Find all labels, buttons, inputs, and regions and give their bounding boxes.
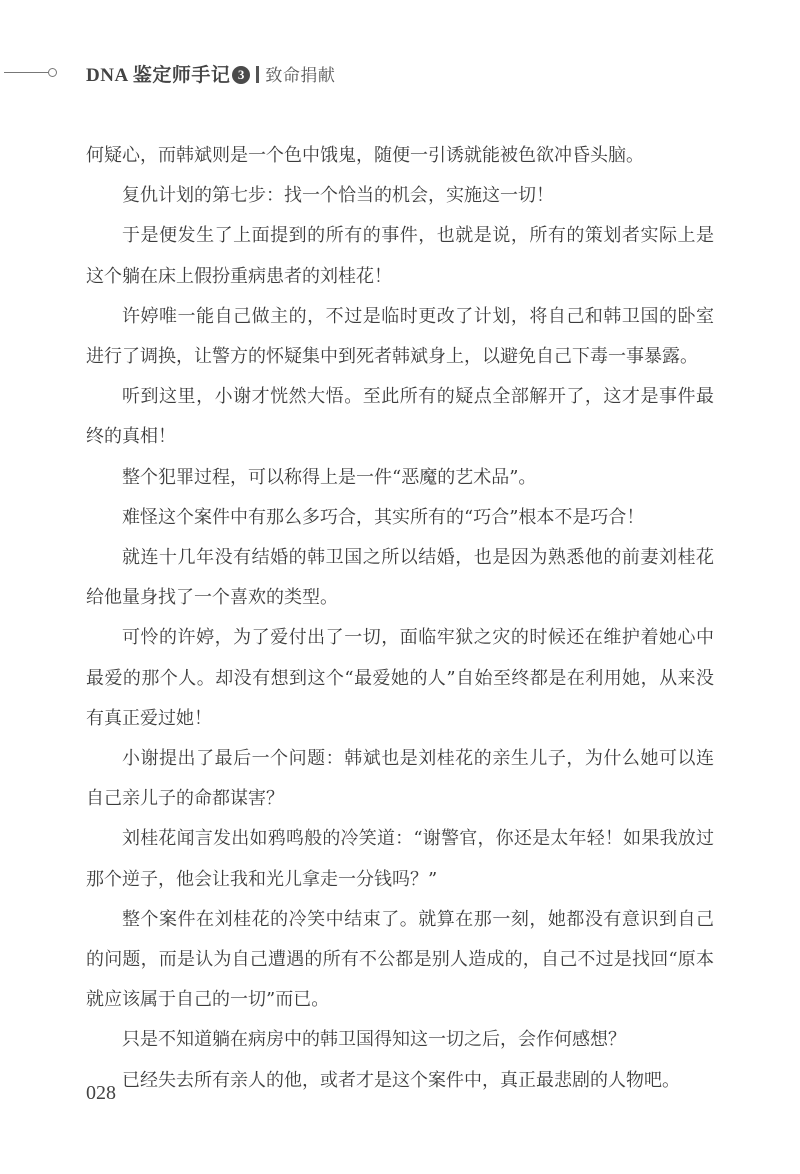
header-circle-ornament [48, 68, 57, 77]
header-title [86, 60, 335, 87]
paragraph: 就连十几年没有结婚的韩卫国之所以结婚，也是因为熟悉他的前妻刘桂花给他量身找了一个喜欢的类型。 [86, 547, 714, 609]
paragraph: 只是不知道躺在病房中的韩卫国得知这一切之后，会作何感想？ [122, 1029, 626, 1051]
paragraph: 整个犯罪过程，可以称得上是一件“恶魔的艺术品”。 [122, 466, 537, 488]
book-subtitle: 致命捐献 [265, 66, 336, 85]
paragraph: 许婷唯一能自己做主的，不过是临时更改了计划，将自己和韩卫国的卧室进行了调换，让警方的怀疑集中到死者韩斌身上，以避免自己下毒一事暴露。 [86, 305, 714, 368]
paragraph: 小谢提出了最后一个问题：韩斌也是刘桂花的亲生儿子，为什么她可以连自己亲儿子的命都谋害？ [86, 748, 714, 810]
running-header [0, 58, 800, 88]
header-separator [256, 66, 259, 83]
paragraph: 刘桂花闻言发出如鸦鸣般的冷笑道：“谢警官，你还是太年轻！如果我放过那个逆子，他会让我和光儿拿走一分钱吗？” [86, 828, 714, 890]
page-number: 028 [86, 1082, 116, 1104]
volume-number-badge: 3 [232, 66, 250, 84]
paragraph: 复仇计划的第七步：找一个恰当的机会，实施这一切！ [122, 185, 554, 207]
paragraph-continued: 何疑心，而韩斌则是一个色中饿鬼，随便一引诱就能被色欲冲昏头脑。 [86, 145, 644, 166]
body-text [86, 136, 714, 1101]
paragraph: 难怪这个案件中有那么多巧合，其实所有的“巧合”根本不是巧合！ [122, 506, 645, 528]
header-rule-line [4, 72, 48, 73]
paragraph: 整个案件在刘桂花的冷笑中结束了。就算在那一刻，她都没有意识到自己的问题，而是认为自己遭遇的所有不公都是别人造成的，自己不过是找回“原本就应该属于自己的一切”而已。 [86, 908, 714, 1011]
paragraph: 已经失去所有亲人的他，或者才是这个案件中，真正最悲剧的人物吧。 [122, 1069, 680, 1091]
paragraph: 可怜的许婷，为了爱付出了一切，面临牢狱之灾的时候还在维护着她心中最爱的那个人。却没有想到这个“最爱她的人”自始至终都是在利用她，从来没有真正爱过她！ [86, 627, 714, 729]
book-title: DNA 鉴定师手记 [86, 65, 231, 86]
paragraph: 于是便发生了上面提到的所有的事件，也就是说，所有的策划者实际上是这个躺在床上假扮重病患者的刘桂花！ [86, 225, 714, 287]
paragraph: 听到这里，小谢才恍然大悟。至此所有的疑点全部解开了，这才是事件最终的真相！ [86, 386, 714, 448]
